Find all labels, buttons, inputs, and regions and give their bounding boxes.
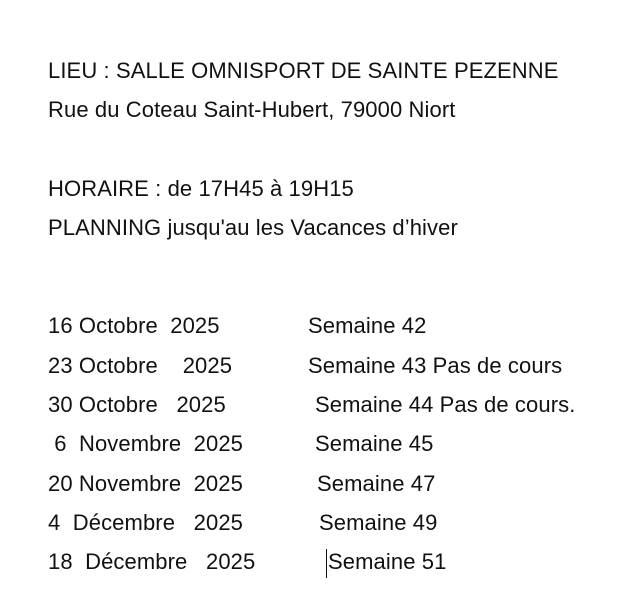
planning-line: PLANNING jusqu'au les Vacances d’hiver (48, 215, 458, 240)
session-date: 30 Octobre 2025 (48, 392, 226, 417)
session-week: Semaine 42 (308, 313, 427, 338)
session-date: 23 Octobre 2025 (48, 353, 233, 378)
session-date: 4 Décembre 2025 (48, 510, 244, 535)
text-cursor (326, 549, 327, 578)
session-date: 18 Décembre 2025 (48, 549, 256, 574)
hours-line: HORAIRE : de 17H45 à 19H15 (48, 176, 354, 201)
session-week: Semaine 47 (317, 471, 436, 496)
location-title: LIEU : SALLE OMNISPORT DE SAINTE PEZENNE (48, 58, 559, 83)
location-address: Rue du Coteau Saint-Hubert, 79000 Niort (48, 97, 456, 122)
session-date: 6 Novembre 2025 (48, 431, 244, 456)
session-week: Semaine 45 (315, 431, 434, 456)
session-week: Semaine 51 (328, 549, 447, 574)
session-week: Semaine 43 Pas de cours (308, 353, 563, 378)
session-week: Semaine 44 Pas de cours. (315, 392, 576, 417)
session-date: 16 Octobre 2025 (48, 313, 220, 338)
session-date: 20 Novembre 2025 (48, 471, 243, 496)
session-week: Semaine 49 (319, 510, 438, 535)
